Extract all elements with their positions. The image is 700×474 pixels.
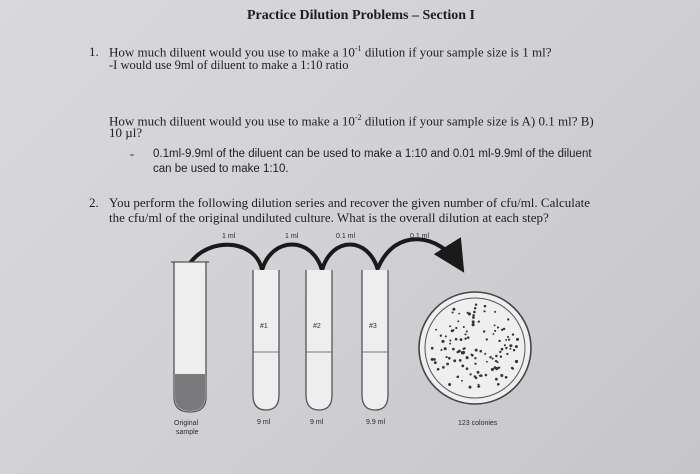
colony-dot [462,351,465,354]
question-1-text-a: How much diluent would you use to make a 10 [109,44,355,60]
question-1-number: 1. [89,44,99,60]
colony-dot [479,350,482,353]
colony-dot [477,371,480,374]
tube-label-1: #1 [260,323,268,330]
colony-dot [494,330,496,332]
colony-dot [499,351,501,353]
question-1-exponent: -1 [354,44,362,53]
colony-dot [472,320,475,323]
colony-dot [472,316,475,319]
question-1b-text-b: dilution if your sample size is A) 0.1 ml? B) [361,113,594,129]
colony-dot [460,338,463,341]
colony-dot [469,386,472,389]
colony-dot [494,324,496,326]
transfer-arrow-2 [262,245,322,271]
colony-dot [479,375,481,377]
colony-dot [485,374,488,377]
colony-dot [446,356,448,358]
tube-volume-3: 9.9 ml [366,419,386,426]
colony-dot [440,349,442,351]
question-2-text-1: You perform the following dilution series and recover the given number of cfu/ml. Calculate [109,195,590,210]
colony-dot [464,333,466,335]
colony-dot [452,311,454,313]
colony-dot [505,376,508,379]
tube-label-2: #2 [313,323,321,330]
colony-dot [455,327,457,329]
original-sample-tube [171,262,209,412]
colony-dot [475,303,477,305]
colony-dot [507,318,509,320]
colony-dot [449,325,451,327]
colony-dot [478,320,480,322]
dilution-tube-3 [362,270,388,410]
question-2-line-2: the cfu/ml of the original undiluted culture. What is the overall dilution at each step? [109,210,549,225]
colony-dot [503,328,505,330]
question-1-text-b: dilution if your sample size is 1 ml? [361,44,552,60]
question-1b-text-a: How much diluent would you use to make a 10 [109,113,355,129]
colony-dot [453,329,455,331]
colony-dot [452,348,455,351]
colony-dot [494,311,496,313]
answer-2-dash: - [130,147,135,161]
colony-dot [467,336,470,339]
question-2-number: 2. [89,195,99,210]
colony-dot [474,307,477,310]
colony-dot [435,329,437,331]
colony-dot [441,340,444,343]
colony-dot [461,380,463,382]
colony-dot [506,353,508,355]
colony-dot [446,363,449,366]
colony-dot [494,366,497,369]
colony-dot [492,358,494,360]
colony-dot [440,335,442,337]
colony-dot [505,339,507,341]
petri-plate [419,292,531,404]
colony-dot [498,367,500,369]
colony-dot [484,305,487,308]
colony-dot [431,347,434,350]
colony-dot [456,351,458,353]
colony-dot [475,349,478,352]
question-1b-exponent: -2 [354,113,362,122]
original-label-line-2: sample [176,429,199,436]
colony-dot [504,344,506,346]
colony-dot [473,311,476,314]
colony-dot [458,313,460,315]
colony-dot [474,375,477,378]
colony-dot [455,338,458,341]
question-1b-line-2: 10 µl? [109,125,143,140]
colony-dot [512,333,514,335]
colony-dot [497,383,500,386]
colony-dot [497,361,499,363]
answer-1: -I would use 9ml of diluent to make a 1:10 ratio [109,58,349,72]
colony-dot [515,345,518,348]
colony-dot [461,364,464,367]
colony-dot [448,383,451,386]
colony-dot [489,356,491,358]
colony-dot [469,373,471,375]
colony-dot [497,326,499,328]
colony-dot [484,353,486,355]
colony-dot [462,348,464,350]
colony-dot [500,355,502,357]
colony-dot [445,335,447,337]
colony-dot [472,323,475,326]
colony-dot [492,333,494,335]
colony-dot [444,347,447,350]
colony-dot [509,348,511,350]
colony-dot [468,312,471,315]
colony-dot [431,358,434,361]
original-label-line-1: Original [174,420,199,427]
colony-dot [472,314,475,317]
colony-dot [470,354,472,356]
colony-dot [453,359,456,362]
colony-dot [491,368,494,371]
colony-dot [516,338,519,341]
transfer-label-3: 0.1 ml [336,233,356,240]
colony-dot [474,357,476,359]
colony-dot [437,368,440,371]
colony-dot [512,368,514,370]
colony-dot [505,347,507,349]
answer-2-line-1: 0.1ml-9.9ml of the diluent can be used to make a 1:10 and 0.01 ml-9.9ml of the diluent [153,148,592,160]
colony-dot [463,326,465,328]
colony-dot [515,360,518,363]
colony-dot [448,357,451,360]
page-title: Practice Dilution Problems – Section I [247,8,475,23]
colony-dot [508,338,510,340]
colony-dot [457,320,459,322]
colony-dot [474,363,476,365]
colony-dot [466,367,469,370]
colony-dot [449,343,451,345]
colony-dot [459,359,462,362]
colony-dot [510,345,512,347]
colony-dot [495,378,498,381]
dilution-tube-1 [253,270,279,410]
plate-label: 123 colonies [458,420,498,427]
answer-2-line-2: can be used to make 1:10. [153,163,289,175]
colony-dot [513,349,515,351]
colony-dot [478,385,480,387]
colony-dot [466,356,469,359]
colony-dot [501,348,504,351]
transfer-label-4: 0.1 ml [410,233,430,240]
colony-dot [466,330,468,332]
colony-dot [457,376,460,379]
colony-dot [449,339,451,341]
tube-volume-1: 9 ml [257,419,271,426]
colony-dot [495,355,498,358]
transfer-label-2: 1 ml [285,233,299,240]
colony-dot [486,361,488,363]
colony-dot [486,338,488,340]
transfer-label-1: 1 ml [222,233,236,240]
transfer-arrow-3 [322,245,378,271]
dilution-tube-2 [306,270,332,410]
colony-dot [442,366,445,369]
colony-dot [464,338,466,340]
colony-dot [483,310,485,312]
colony-dot [498,340,500,342]
tube-label-3: #3 [369,323,377,330]
tube-volume-2: 9 ml [310,419,324,426]
colony-dot [507,336,509,338]
colony-dot [500,374,503,377]
colony-dot [434,361,437,364]
colony-dot [452,308,455,311]
colony-dot [483,330,485,332]
transfer-arrow-4 [378,239,460,268]
